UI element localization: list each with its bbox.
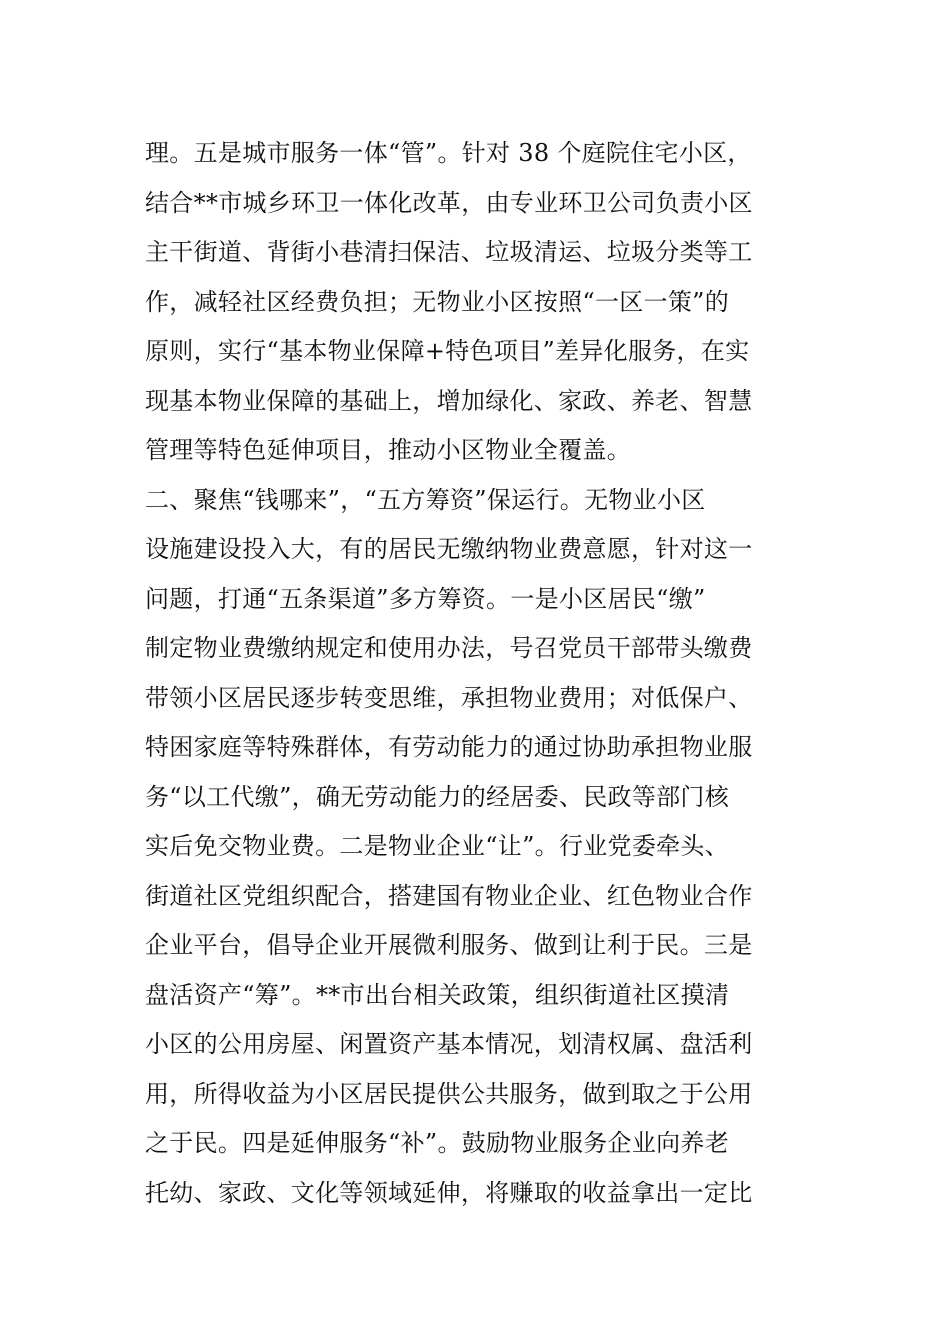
section-heading-line: 二、聚焦“钱哪来”，“五方筹资”保运行。无物业小区 [145, 485, 706, 514]
text-line: 带领小区居民逐步转变思维，承担物业费用；对低保户、 [145, 683, 753, 712]
text-line: 企业平台，倡导企业开展微利服务、做到让利于民。三是 [145, 931, 753, 959]
text-line: 用，所得收益为小区居民提供公共服务，做到取之于公用 [145, 1079, 753, 1108]
text-line: 务“以工代缴”，确无劳动能力的经居委、民政等部门核 [145, 782, 730, 811]
text-line: 主干街道、背街小巷清扫保洁、垃圾清运、垃圾分类等工 [145, 238, 753, 266]
text-line: 实后免交物业费。二是物业企业“让”。行业党委牵头、 [145, 832, 730, 860]
text-line: 托幼、家政、文化等领域延伸，将赚取的收益拿出一定比 [145, 1178, 753, 1207]
text-line: 管理等特色延伸项目，推动小区物业全覆盖。 [145, 436, 631, 464]
text-line: 设施建设投入大，有的居民无缴纳物业费意愿，针对这一 [145, 535, 753, 563]
text-line: 盘活资产“筹”。**市出台相关政策，组织街道社区摸清 [145, 980, 730, 1009]
text-line: 理。五是城市服务一体“管”。针对 38 个庭院住宅小区， [145, 139, 752, 167]
text-line: 制定物业费缴纳规定和使用办法，号召党员干部带头缴费 [145, 634, 753, 662]
text-line: 特困家庭等特殊群体，有劳动能力的通过协助承担物业服 [145, 733, 753, 761]
text-line: 原则，实行“基本物业保障+特色项目”差异化服务，在实 [145, 337, 750, 365]
text-line: 现基本物业保障的基础上，增加绿化、家政、养老、智慧 [145, 386, 753, 415]
body-text [145, 129, 815, 1218]
text-line: 小区的公用房屋、闲置资产基本情况，划清权属、盘活利 [145, 1030, 753, 1058]
text-line: 问题，打通“五条渠道”多方筹资。一是小区居民“缴” [145, 584, 706, 613]
text-line: 作，减轻社区经费负担；无物业小区按照“一区一策”的 [145, 287, 730, 316]
text-line: 街道社区党组织配合，搭建国有物业企业、红色物业合作 [145, 881, 753, 910]
text-line: 结合**市城乡环卫一体化改革，由专业环卫公司负责小区 [145, 188, 753, 217]
text-line: 之于民。四是延伸服务“补”。鼓励物业服务企业向养老 [145, 1129, 730, 1157]
